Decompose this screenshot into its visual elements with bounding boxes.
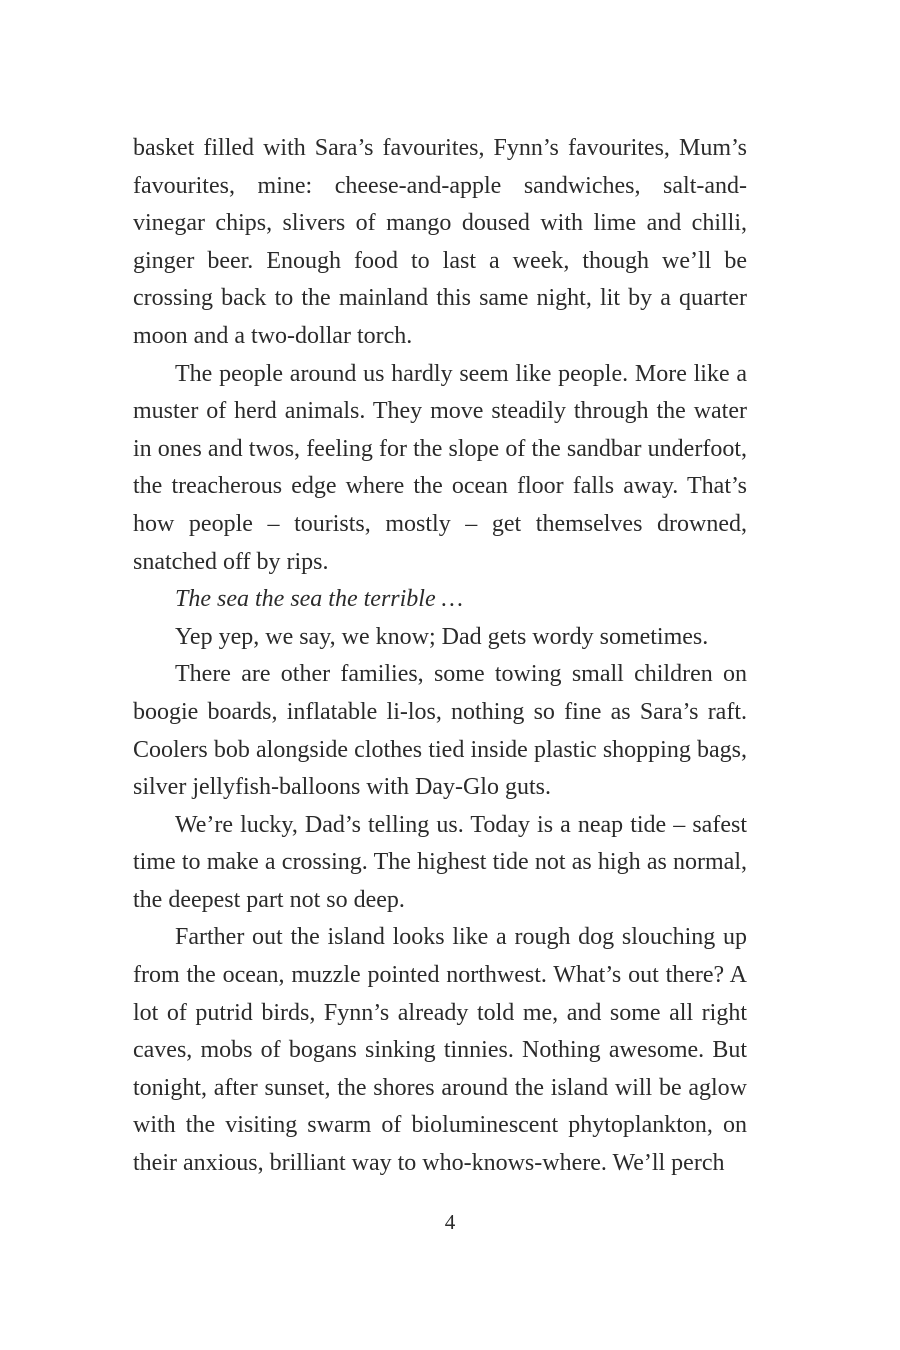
paragraph-island: Farther out the island looks like a rough dog slouching up from the ocean, muzzle pointed northwest. What’s out there? A lot of putrid birds, Fynn’s already told me, and some all right caves, mobs of bogans sinking tinnies. Nothing awesome. But tonight, after sunset, the shores around the island will be aglow with the visiting swarm of bioluminescent phytoplankton, on their anxious, brilliant way to who-knows-where. We’ll perch (133, 924, 747, 1177)
paragraph-people: The people around us hardly seem like people. More like a muster of herd animals. They move steadily through the water in ones and twos, feeling for the slope of the sandbar underfoot, the treacherous edge where the ocean floor falls away. That’s how people – tourists, mostly – get themselves drowned, snatched off by rips. (133, 360, 747, 575)
paragraph-yep: Yep yep, we say, we know; Dad gets wordy sometimes. (175, 623, 709, 650)
paragraph-neap-tide: We’re lucky, Dad’s telling us. Today is a neap tide – safest time to make a crossing. The highest tide not as high as normal, the deepest part not so deep. (133, 811, 747, 913)
page-number: 4 (444, 1210, 456, 1234)
paragraph-continued: basket filled with Sara’s favourites, Fynn’s favourites, Mum’s favourites, mine: cheese-and-apple sandwiches, salt-and-vinegar chips, slivers of mango doused with lime and chilli, ginger beer. Enough food to last a week, though we’ll be crossing back to the mainland this same night, lit by a quarter moon and a two-dollar torch. (133, 135, 747, 349)
paragraph-families: There are other families, some towing small children on boogie boards, inflatable li-los, nothing so fine as Sara’s raft. Coolers bob alongside clothes tied inside plastic shopping bags, silver jellyfish-balloons with Day-Glo guts. (133, 661, 747, 801)
paragraph-italic-quote: The sea the sea the terrible … (175, 586, 463, 613)
body-text (133, 130, 747, 1183)
